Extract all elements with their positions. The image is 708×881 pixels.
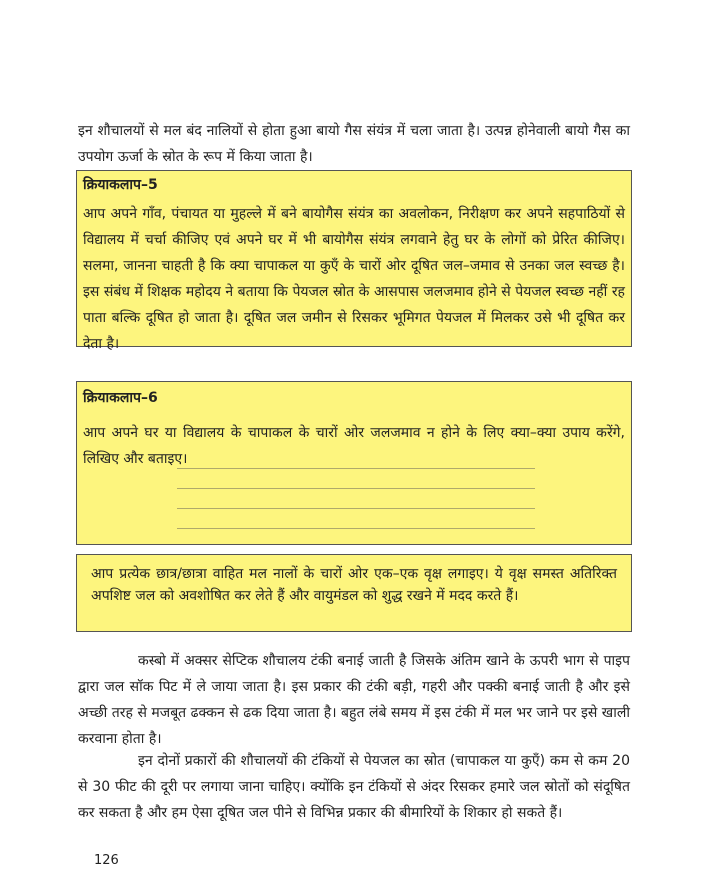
- answer-lines: [177, 468, 535, 548]
- activity-5-box: [76, 170, 632, 352]
- paragraph-distance-text: इन दोनों प्रकारों की शौचालयों की टंकियों से पेयजल का स्रोत (चापाकल या कुएँ) कम से कम 20 से 30 फीट की दूरी पर लगाया जाना चाहिए। क्योंकि इन टंकियों से अंदर रिसकर हमारे जल स्रोतों को संदूषित कर सकता है और हम ऐसा दूषित जल पीने से विभिन्न प्रकार की बीमारियों के शिकार हो सकते हैं।: [78, 753, 630, 821]
- activity-6-box: [76, 381, 632, 545]
- note-text: आप प्रत्येक छात्र/छात्रा वाहित मल नालों के चारों ओर एक–एक वृक्ष लगाइए। ये वृक्ष समस्त अतिरिक्त अपशिष्ट जल को अवशोषित कर लेते हैं और वायुमंडल को शुद्ध रखने में मदद करते हैं।: [91, 566, 617, 604]
- page-number: 126: [94, 853, 119, 868]
- paragraph-distance: [78, 748, 630, 826]
- answer-line: [177, 508, 535, 509]
- activity-5-title: क्रियाकलाप–5: [83, 177, 158, 193]
- paragraph-septic-tank: [78, 648, 630, 752]
- intro-paragraph: इन शौचालयों से मल बंद नालियों से होता हुआ बायो गैस संयंत्र में चला जाता है। उत्पन्न होनेवाली बायो गैस का उपयोग ऊर्जा के स्रोत के रूप में किया जाता है।: [78, 123, 630, 165]
- answer-line: [177, 528, 535, 529]
- activity-6-text: आप अपने घर या विद्यालय के चापाकल के चारों ओर जलजमाव न होने के लिए क्या–क्या उपाय करेंगे, लिखिए और बताइए।: [83, 425, 625, 467]
- activity-6-title: क्रियाकलाप–6: [83, 390, 158, 406]
- answer-line: [177, 488, 535, 489]
- note-box: [76, 554, 632, 632]
- paragraph-septic-tank-text: कस्बो में अक्सर सेप्टिक शौचालय टंकी बनाई जाती है जिसके अंतिम खाने के ऊपरी भाग से पाइप द्वारा जल सॉक पिट में ले जाया जाता है। इस प्रकार की टंकी बड़ी, गहरी और पक्की बनाई जाती है और इसे अच्छी तरह से मजबूत ढक्कन से ढक दिया जाता है। बहुत लंबे समय में इस टंकी में मल भर जाने पर इसे खाली करवाना होता है।: [78, 653, 630, 747]
- activity-5-text: आप अपने गाँव, पंचायत या मुहल्ले में बने बायोगैस संयंत्र का अवलोकन, निरीक्षण कर अपने सहपाठियों से विद्यालय में चर्चा कीजिए एवं अपने घर में भी बायोगैस संयंत्र लगवाने हेतु घर के लोगों को प्रेरित कीजिए। सलमा, जानना चाहती है कि क्या चापाकल या कुएँ के चारों ओर दूषित जल–जमाव से उनका जल स्वच्छ है। इस संबंध में शिक्षक महोदय ने बताया कि पेयजल स्रोत के आसपास जलजमाव होने से पेयजल स्वच्छ नहीं रह पाता बल्कि दूषित हो जाता है। दूषित जल जमीन से रिसकर भूमिगत पेयजल में मिलकर उसे भी दूषित कर देता है।: [83, 206, 625, 352]
- answer-line: [177, 468, 535, 469]
